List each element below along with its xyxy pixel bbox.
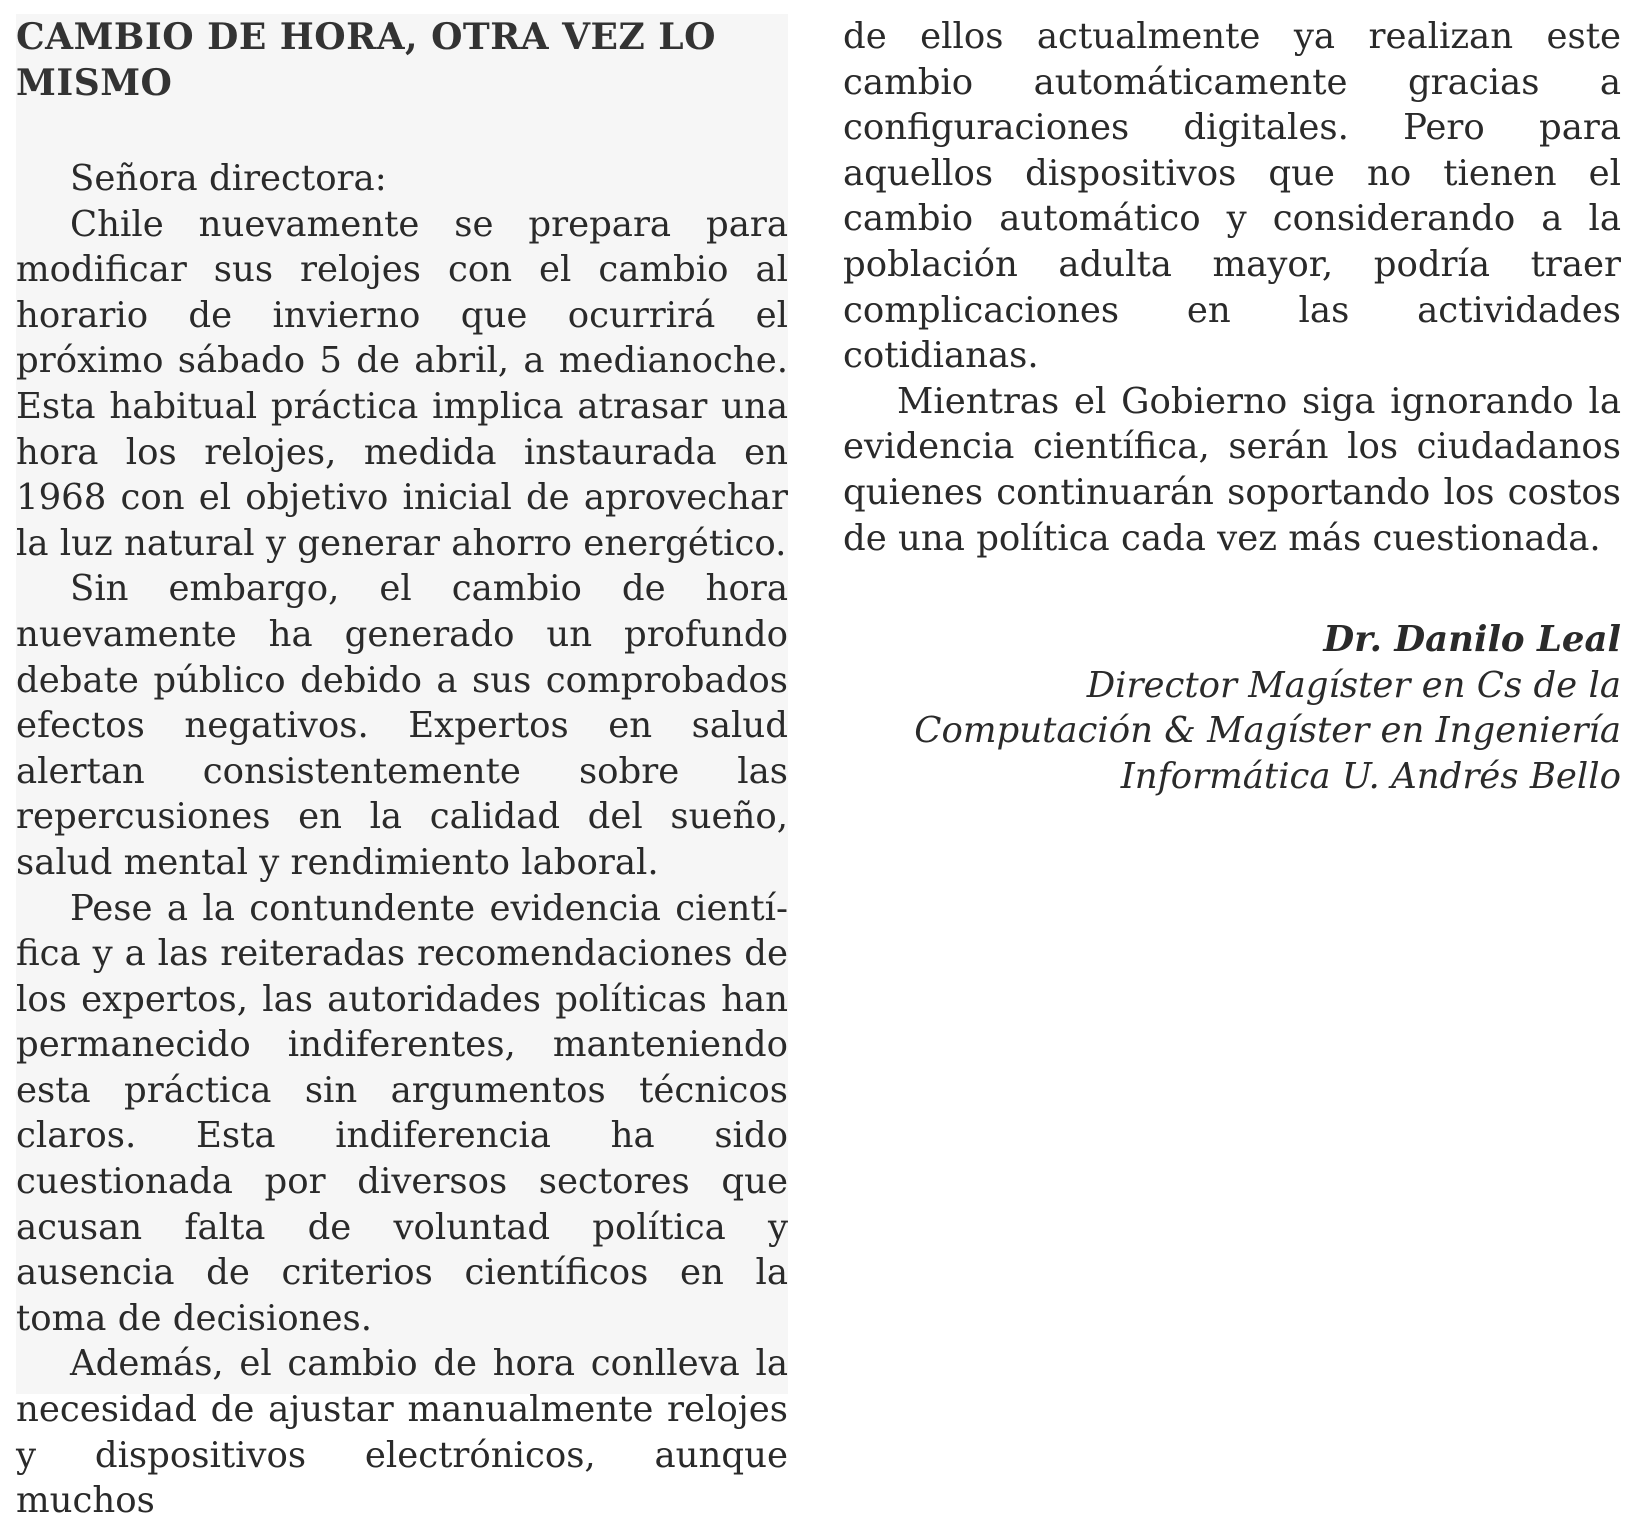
signature-name: Dr. Danilo Leal (1323, 619, 1621, 661)
salutation: Señora directora: (70, 158, 387, 199)
paragraph-4: Además, el cambio de hora conlleva la necesidad de ajustar manualmente relojes y dispositivos electrónicos, aunque muchos (16, 1343, 788, 1522)
paragraph-2: Sin embargo, el cambio de hora nuevamente ha generado un profundo debate público debido a sus comprobados efectos negativos. Expertos en salud alertan consistentemente sobre las repercusiones en la calidad del sueño, salud mental y rendimiento laboral. (16, 568, 788, 883)
left-column (16, 14, 788, 1522)
signature-role-line-2: Computación & Magíster en Ingeniería (914, 710, 1621, 752)
right-column (843, 14, 1621, 800)
paragraph-3: Pese a la contundente evidencia científica y a las reiteradas recomendaciones de los expertos, las autoridades políticas han permanecido indiferentes, manteniendo esta práctica sin argumentos técnicos claros. Esta indiferencia ha sido cuestionada por diversos sectores que acusan falta de voluntad política y ausencia de criterios científicos en la toma de decisiones. (16, 887, 788, 1339)
paragraph-5: Mientras el Gobierno siga ignorando la evidencia científica, serán los ciudadanos quienes continuarán soportando los costos de una política cada vez más cuestionada. (843, 380, 1621, 559)
paragraph-1: Chile nuevamente se prepara para modificar sus relojes con el cambio al horario de invierno que ocurrirá el próximo sábado 5 de abril, a medianoche. Esta habitual práctica implica atrasar una hora los relojes, medida instaurada en 1968 con el objetivo inicial de aprovechar la luz natural y generar ahorro energético. (16, 203, 788, 564)
letter-title: CAMBIO DE HORA, OTRA VEZ LO MISMO (16, 16, 716, 104)
signature-block (843, 617, 1621, 799)
signature-role-line-3: Informática U. Andrés Bello (1120, 755, 1621, 797)
signature-role-line-1: Director Magíster en Cs de la (1086, 664, 1621, 706)
paragraph-4-continued: de ellos actualmente ya realizan este cambio automáticamente gracias a configuraciones digitales. Pero para aquellos dispositivos que no tienen el cambio automático y considerando a la población adulta mayor, podría traer complicaciones en las actividades cotidianas. (843, 16, 1621, 377)
